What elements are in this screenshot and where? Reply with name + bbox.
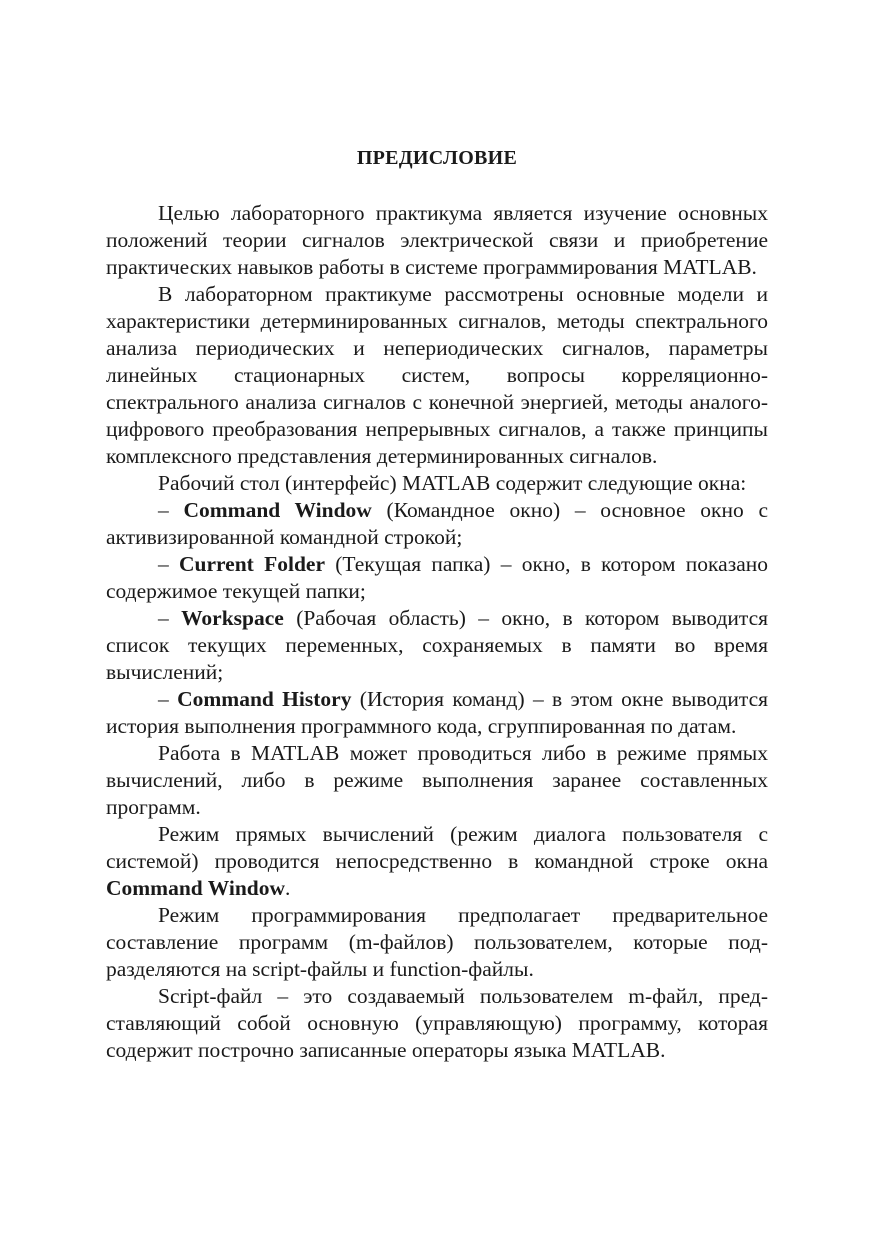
list-item-command-history (106, 686, 768, 740)
term-command-window: Command Window (183, 498, 372, 522)
paragraph-direct-mode (106, 821, 768, 902)
list-dash: – (158, 552, 179, 576)
paragraph-contents: В лабораторном практикуме рассмотрены основные модели и характеристики детерминированных сигналов, методы спектрального анализа периодических и непериодических сигналов, параметры линейных стационарных систем, вопросы корреляционно-спектрального анализа сигналов с конечной энергией, методы аналого-цифрового преобразования непрерывных сигналов, а также принципы комплексного представления детерминированных сигналов. (106, 282, 768, 468)
paragraph-programming-mode: Режим программирования предполагает предварительное составление программ (m-файлов) пользователем, которые подразделяются на script-файлы и function-файлы. (106, 903, 768, 981)
paragraph-end: . (285, 876, 291, 900)
paragraph-desktop-intro: Рабочий стол (интерфейс) MATLAB содержит следующие окна: (158, 471, 747, 495)
list-item-description: (Командное окно) – основное окно с активизированной командной строкой; (106, 498, 768, 549)
page-title: ПРЕДИСЛОВИЕ (356, 147, 518, 169)
paragraph-script-file: Script-файл – это создаваемый пользователем m-файл, представляющий собой основную (управляющую) программу, которая содержит построчно записанные операторы языка MATLAB. (106, 984, 768, 1062)
paragraph-work-modes: Работа в MATLAB может проводиться либо в режиме прямых вычислений, либо в режиме выполнения заранее составленных программ. (106, 741, 768, 819)
document-body (106, 200, 768, 1064)
list-item-description: (Рабочая область) – окно, в котором выводится список текущих переменных, сохраняемых в памяти во время вычислений; (106, 606, 769, 684)
list-dash: – (158, 498, 184, 522)
paragraph-purpose: Целью лабораторного практикума является изучение основных положений теории сигналов электрической связи и приобретение практических навыков работы в системе программирования MATLAB. (106, 201, 768, 279)
list-item-description: (История команд) – в этом окне выводится история выполнения программного кода, сгруппированная по датам. (106, 687, 768, 738)
list-item-current-folder (106, 551, 768, 605)
list-dash: – (158, 687, 178, 711)
paragraph-text: Режим прямых вычислений (режим диалога пользователя с системой) проводится непосредственно в командной строке окна (106, 822, 768, 873)
term-workspace: Workspace (181, 606, 284, 630)
list-item-command-window (106, 497, 768, 551)
list-item-description: (Текущая папка) – окно, в котором показано содержимое текущей папки; (106, 552, 768, 603)
list-item-workspace (106, 605, 768, 686)
term-command-window-inline: Command Window (106, 876, 286, 900)
term-command-history: Command History (177, 687, 352, 711)
term-current-folder: Current Folder (179, 552, 325, 576)
list-dash: – (158, 606, 182, 630)
